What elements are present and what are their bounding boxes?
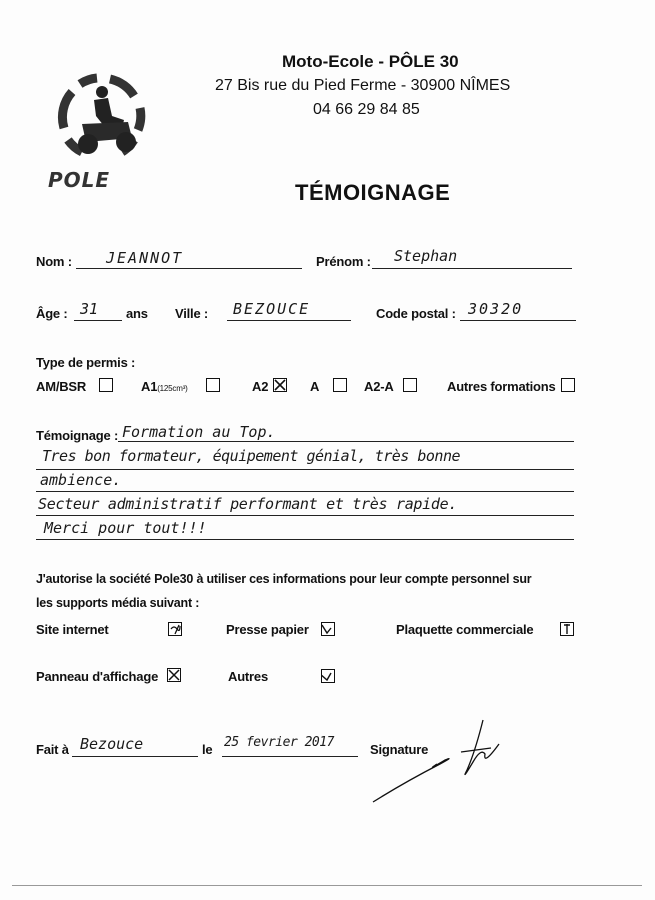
checkbox-presse-papier[interactable] (321, 622, 335, 636)
permis-option-label: A2-A (364, 379, 394, 394)
cp-field[interactable] (460, 300, 576, 321)
temoignage-line-1[interactable] (118, 425, 574, 442)
temoignage-line-5[interactable] (36, 521, 574, 540)
permis-option-label: Autres formations (447, 379, 556, 394)
temoignage-line-3[interactable] (36, 473, 574, 492)
motorcycle-rider-icon (42, 68, 157, 168)
age-value: 31 (80, 300, 99, 318)
cp-value: 30320 (468, 300, 524, 318)
temoignage-text-5: Merci pour tout!!! (44, 519, 207, 537)
permis-option-label: A (310, 379, 320, 394)
autorisation-text-2: les supports média suivant : (36, 596, 200, 610)
permis-option-label (141, 379, 188, 394)
check-mark-icon (169, 623, 181, 635)
prenom-field[interactable] (372, 247, 572, 269)
check-mark-icon (274, 379, 286, 391)
temoignage-line-2[interactable] (36, 449, 574, 470)
temoignage-text-4: Secteur administratif performant et très rapide. (38, 495, 458, 513)
autorisation-text-1: J'autorise la société Pole30 à utiliser ces informations pour leur compte personnel sur (36, 572, 532, 586)
signature-scribble (365, 712, 505, 807)
media-option-label: Panneau d'affichage (36, 669, 159, 684)
media-option-label: Autres (228, 669, 268, 684)
fait-label: Fait à (36, 742, 69, 757)
media-option-label: Presse papier (226, 622, 309, 637)
check-mark-icon (168, 669, 180, 681)
nom-field[interactable] (76, 249, 302, 269)
pole-logo (42, 68, 157, 193)
age-field[interactable] (74, 300, 122, 321)
page-title: TÉMOIGNAGE (295, 180, 451, 205)
temoignage-text-1: Formation au Top. (122, 423, 276, 441)
school-address: 27 Bis rue du Pied Ferme - 30900 NÎMES (215, 77, 511, 94)
ville-value: BEZOUCE (233, 300, 311, 318)
fait-value: Bezouce (80, 735, 144, 753)
date-value: 25 fevrier 2017 (224, 735, 334, 750)
permis-option-label: A2 (252, 379, 269, 394)
age-label: Âge : (36, 306, 68, 321)
prenom-value: Stephan (394, 247, 458, 265)
checkbox-autres-formations[interactable] (561, 378, 575, 392)
checkbox-site-internet[interactable] (168, 622, 182, 636)
date-field[interactable] (222, 735, 358, 757)
ville-label: Ville : (175, 306, 209, 321)
ville-field[interactable] (227, 300, 351, 321)
checkbox-a2-a[interactable] (403, 378, 417, 392)
school-phone: 04 66 29 84 85 (313, 101, 420, 118)
checkbox-a1[interactable] (206, 378, 220, 392)
temoignage-label: Témoignage : (36, 428, 119, 443)
temoignage-line-4[interactable] (36, 497, 574, 516)
le-label: le (202, 742, 213, 757)
a1-label: A1 (141, 379, 158, 394)
logo-text: POLE (48, 168, 111, 192)
media-option-label: Site internet (36, 622, 109, 637)
page-bottom-rule (12, 885, 642, 886)
a1-sub: (125cm³) (157, 384, 188, 393)
media-option-label: Plaquette commerciale (396, 622, 534, 637)
check-mark-icon (322, 623, 334, 635)
prenom-label: Prénom : (316, 254, 371, 269)
checkbox-autres[interactable] (321, 669, 335, 683)
permis-label: Type de permis : (36, 355, 136, 370)
age-unit: ans (126, 306, 148, 321)
check-mark-icon (322, 670, 334, 682)
permis-option-label: AM/BSR (36, 379, 87, 394)
nom-label: Nom : (36, 254, 72, 269)
nom-value: JEANNOT (106, 249, 184, 267)
checkbox-panneau-affichage[interactable] (167, 668, 181, 682)
checkbox-am-bsr[interactable] (99, 378, 113, 392)
fait-field[interactable] (72, 735, 198, 757)
checkbox-a[interactable] (333, 378, 347, 392)
check-mark-icon (561, 623, 573, 635)
checkbox-plaquette-commerciale[interactable] (560, 622, 574, 636)
cp-label: Code postal : (376, 306, 456, 321)
school-name: Moto-Ecole - PÔLE 30 (282, 52, 459, 71)
temoignage-text-2: Tres bon formateur, équipement génial, très bonne (42, 447, 461, 465)
temoignage-text-3: ambience. (40, 471, 122, 489)
signature-label: Signature (370, 742, 429, 757)
checkbox-a2[interactable] (273, 378, 287, 392)
